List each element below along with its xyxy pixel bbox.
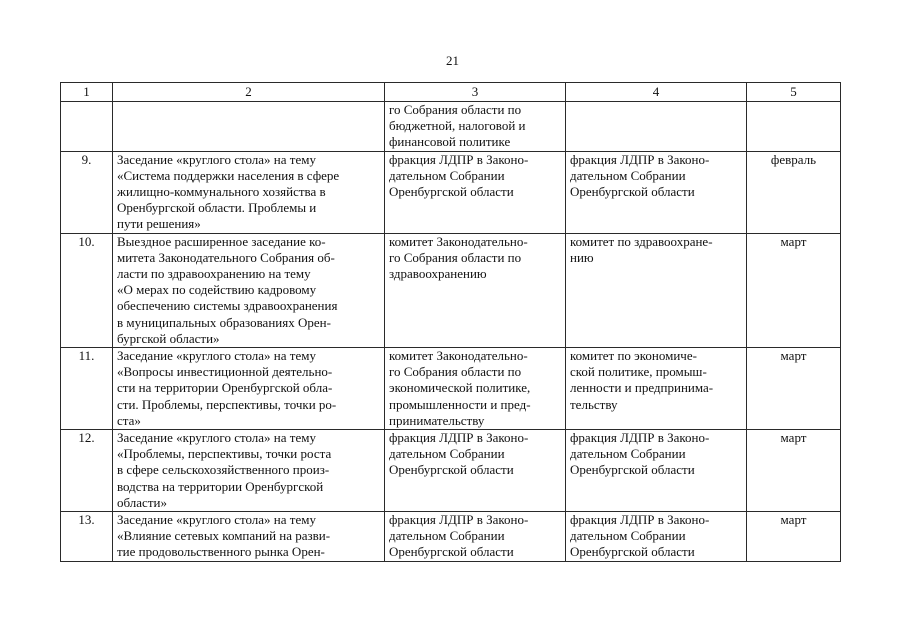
column-number-header-row [61, 83, 841, 102]
cell-text-line: дательном Собрании [570, 446, 686, 462]
table-cell [566, 102, 747, 152]
table-row [61, 151, 841, 233]
cell-text-line: ста» [117, 412, 141, 428]
cell-text-line: дательном Собрании [570, 528, 686, 544]
cell-text-line: го Собрания области по [389, 102, 522, 117]
cell-text-line: бургской области» [117, 330, 220, 346]
participants-cell [566, 512, 747, 562]
cell-text-line: митета Законодательного Собрания об- [117, 249, 335, 265]
responsible-cell [385, 233, 566, 347]
cell-text-line: пути решения» [117, 216, 201, 232]
participants-cell [566, 233, 747, 347]
table-cell [61, 102, 113, 152]
table-row [61, 512, 841, 562]
cell-text-line: го Собрания области по [389, 249, 522, 265]
column-number-header: 4 [566, 83, 747, 102]
month-cell: март [747, 233, 841, 347]
month-cell: март [747, 348, 841, 430]
cell-text-line: «Влияние сетевых компаний на разви- [117, 528, 331, 544]
cell-text-line: «Система поддержки населения в сфере [117, 167, 340, 183]
cell-text-line: фракция ЛДПР в Законо- [389, 430, 529, 446]
continuation-row [61, 102, 841, 152]
cell-text-line: фракция ЛДПР в Законо- [570, 151, 710, 167]
cell-text-line: фракция ЛДПР в Законо- [570, 512, 710, 528]
cell-text-line: фракция ЛДПР в Законо- [570, 430, 710, 446]
cell-text-line: водства на территории Оренбургской [117, 478, 324, 494]
month-cell: март [747, 430, 841, 512]
cell-text-line: финансовой политике [389, 134, 511, 150]
cell-text-line: фракция ЛДПР в Законо- [389, 151, 529, 167]
cell-text-line: Оренбургской области. Проблемы и [117, 200, 317, 216]
cell-text-line: Оренбургской области [389, 184, 514, 200]
cell-text-line: комитет Законодательно- [389, 348, 528, 364]
event-cell [113, 151, 385, 233]
column-number-header: 3 [385, 83, 566, 102]
table-row [61, 348, 841, 430]
event-cell [113, 430, 385, 512]
cell-text-line: Оренбургской области [389, 462, 514, 478]
cell-text-line: Заседание «круглого стола» на тему [117, 348, 316, 364]
cell-text-line: в сфере сельскохозяйственного произ- [117, 462, 330, 478]
cell-text-line: дательном Собрании [389, 167, 505, 183]
responsible-cell [385, 430, 566, 512]
row-number-cell: 11. [61, 348, 113, 430]
cell-text-line: комитет по здравоохране- [570, 233, 713, 249]
column-number-header: 1 [61, 83, 113, 102]
cell-text-line: «Проблемы, перспективы, точки роста [117, 446, 332, 462]
cell-text-line: здравоохранению [389, 266, 487, 282]
row-number-cell: 10. [61, 233, 113, 347]
month-cell: февраль [747, 151, 841, 233]
column-number-header: 5 [747, 83, 841, 102]
cell-text-line: го Собрания области по [389, 364, 522, 380]
cell-text-line: Оренбургской области [570, 544, 695, 560]
event-cell [113, 233, 385, 347]
cell-text-line: области» [117, 494, 167, 510]
cell-text-line: сти. Проблемы, перспективы, точки ро- [117, 396, 337, 412]
cell-text-line: Оренбургской области [570, 462, 695, 478]
cell-text-line: Оренбургской области [570, 184, 695, 200]
events-table [60, 82, 841, 562]
cell-text-line: комитет Законодательно- [389, 233, 528, 249]
event-cell [113, 348, 385, 430]
row-number-cell: 12. [61, 430, 113, 512]
responsible-cell [385, 348, 566, 430]
cell-text-line: Заседание «круглого стола» на тему [117, 430, 316, 446]
cell-text-line: «Вопросы инвестиционной деятельно- [117, 364, 333, 380]
event-cell [113, 512, 385, 562]
cell-text-line: промышленности и пред- [389, 396, 531, 412]
participants-cell [566, 348, 747, 430]
cell-text-line: тельству [570, 396, 618, 412]
cell-text-line: бюджетной, налоговой и [389, 118, 526, 134]
cell-text-line: жилищно-коммунального хозяйства в [117, 184, 326, 200]
responsible-cell [385, 512, 566, 562]
cell-text-line: Заседание «круглого стола» на тему [117, 151, 316, 167]
cell-text-line: Оренбургской области [389, 544, 514, 560]
continuation-responsible-cell [385, 102, 566, 152]
cell-text-line: комитет по экономиче- [570, 348, 697, 364]
table-cell [747, 102, 841, 152]
cell-text-line: экономической политике, [389, 380, 531, 396]
cell-text-line: сти на территории Оренбургской обла- [117, 380, 333, 396]
cell-text-line: дательном Собрании [570, 167, 686, 183]
cell-text-line: ленности и предпринима- [570, 380, 714, 396]
cell-text-line: Выездное расширенное заседание ко- [117, 233, 326, 249]
cell-text-line: ласти по здравоохранению на тему [117, 266, 311, 282]
table-row [61, 233, 841, 347]
table-cell [113, 102, 385, 152]
month-cell: март [747, 512, 841, 562]
participants-cell [566, 430, 747, 512]
cell-text-line: тие продовольственного рынка Орен- [117, 544, 325, 560]
cell-text-line: в муниципальных образованиях Орен- [117, 314, 331, 330]
cell-text-line: принимательству [389, 412, 485, 428]
page-number: 21 [446, 53, 459, 68]
cell-text-line: нию [570, 249, 594, 265]
responsible-cell [385, 151, 566, 233]
row-number-cell: 9. [61, 151, 113, 233]
cell-text-line: Заседание «круглого стола» на тему [117, 512, 316, 528]
column-number-header: 2 [113, 83, 385, 102]
participants-cell [566, 151, 747, 233]
cell-text-line: «О мерах по содействию кадровому [117, 282, 317, 298]
table-row [61, 430, 841, 512]
cell-text-line: дательном Собрании [389, 446, 505, 462]
cell-text-line: обеспечению системы здравоохранения [117, 298, 338, 314]
cell-text-line: ской политике, промыш- [570, 364, 707, 380]
cell-text-line: дательном Собрании [389, 528, 505, 544]
cell-text-line: фракция ЛДПР в Законо- [389, 512, 529, 528]
row-number-cell: 13. [61, 512, 113, 562]
